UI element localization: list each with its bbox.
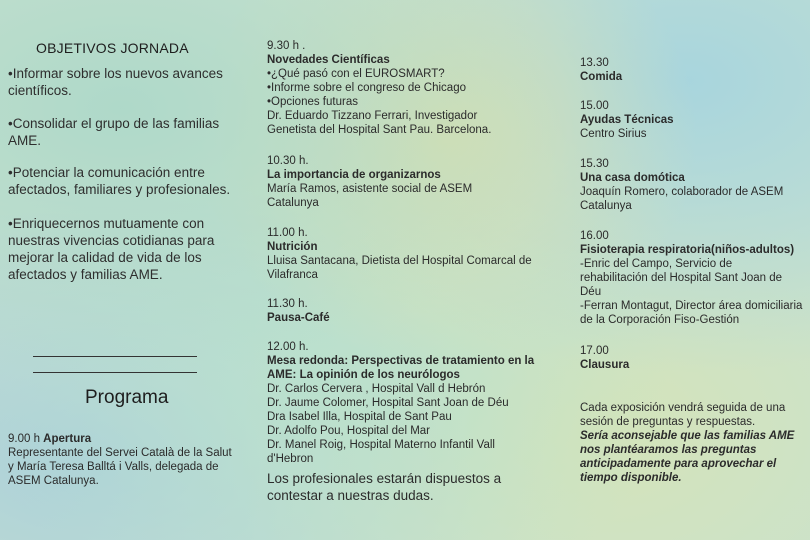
objective-item: •Enriquecernos mutuamente con nuestras vivencias cotidianas para mejorar la calidad de vida de los afectados y familias AME. [8,216,215,282]
session-speaker: María Ramos, asistente social de ASEM Catalunya [267,183,473,209]
speaker-item: Dr. Adolfo Pou, Hospital del Mar [267,425,430,437]
session-organizarnos [267,154,507,210]
speaker-item: Dra Isabel Illa, Hospital de Sant Pau [267,411,452,423]
session-speaker: Lluisa Santacana, Dietista del Hospital Comarcal de Vilafranca [267,255,532,281]
session-speaker: -Ferran Montagut, Director área domiciliaria de la Corporación Fiso-Gestión [580,300,803,326]
session-nutricion [267,226,537,282]
session-time: 12.00 h. [267,341,309,353]
session-mesa-redonda [267,340,539,504]
speaker-item: Dr. Jaume Colomer, Hospital Sant Joan de Déu [267,397,509,409]
divider-line [33,356,197,357]
session-speaker: Representante del Servei Català de la Salut y María Teresa Balltá i Valls, delegada de ASEM Catalunya. [8,447,232,487]
session-title: Mesa redonda: Perspectivas de tratamiento en la AME: La opinión de los neurólogos [267,355,535,381]
session-time: 15.00 [580,100,609,112]
session-title: Nutrición [267,241,318,253]
session-pausa [267,297,537,325]
closing-emphasis: Sería aconsejable que las familias AME nos plantéaramos las preguntas anticipadamente para aprovechar el tiempo disponible. [580,430,795,484]
session-comida [580,56,622,84]
speaker-item: Dr. Carlos Cervera , Hospital Vall d Hebrón [267,383,486,395]
objectives-title: OBJETIVOS JORNADA [36,40,189,56]
session-time: 10.30 h. [267,155,309,167]
bullet-item: •Informe sobre el congreso de Chicago [267,82,466,94]
session-ayudas [580,99,674,141]
session-title: Ayudas Técnicas [580,114,674,126]
closing-text: Cada exposición vendrá seguida de una sesión de preguntas y respuestas. [580,402,786,428]
session-fisioterapia [580,229,810,327]
bullet-item: •¿Qué pasó con el EUROSMART? [267,68,445,80]
session-title: Apertura [43,433,92,445]
divider-line [33,372,197,373]
session-title: La importancia de organizarnos [267,169,441,181]
speaker-item: Dr. Manel Roig, Hospital Materno Infantil Vall d'Hebron [267,439,495,465]
session-time: 17.00 [580,345,609,357]
session-title: Novedades Científicas [267,54,390,66]
session-note: Los profesionales estarán dispuestos a contestar a nuestras dudas. [267,471,502,503]
session-time: 13.30 [580,57,609,69]
session-domotica [580,157,800,213]
objective-item: •Informar sobre los nuevos avances científicos. [8,66,223,98]
session-title: Fisioterapia respiratoria(niños-adultos) [580,244,795,256]
session-speaker: -Enric del Campo, Servicio de rehabilitación del Hospital Sant Joan de Déu [580,258,783,298]
session-time: 15.30 [580,158,609,170]
session-clausura [580,344,629,372]
session-speaker: Joaquín Romero, colaborador de ASEM Catalunya [580,186,784,212]
session-time: 9.00 h [8,433,44,445]
session-time: 9.30 h . [267,40,306,52]
session-title: Comida [580,71,623,83]
bullet-item: •Opciones futuras [267,96,358,108]
session-time: 11.00 h. [267,227,308,239]
session-novedades [267,39,557,137]
session-title: Clausura [580,359,630,371]
session-time: 16.00 [580,230,609,242]
session-title: Pausa-Café [267,312,330,324]
closing-note [580,401,802,485]
session-opening [8,432,238,488]
session-speaker: Centro Sirius [580,128,647,140]
session-title: Una casa domótica [580,172,685,184]
session-time: 11.30 h. [267,298,308,310]
objective-item: •Potenciar la comunicación entre afectados, familiares y profesionales. [8,165,231,197]
program-title: Programa [85,387,169,408]
session-speaker: Dr. Eduardo Tizzano Ferrari, Investigador Genetista del Hospital Sant Pau. Barcelona. [267,110,492,136]
objective-item: •Consolidar el grupo de las familias AME. [8,116,220,148]
